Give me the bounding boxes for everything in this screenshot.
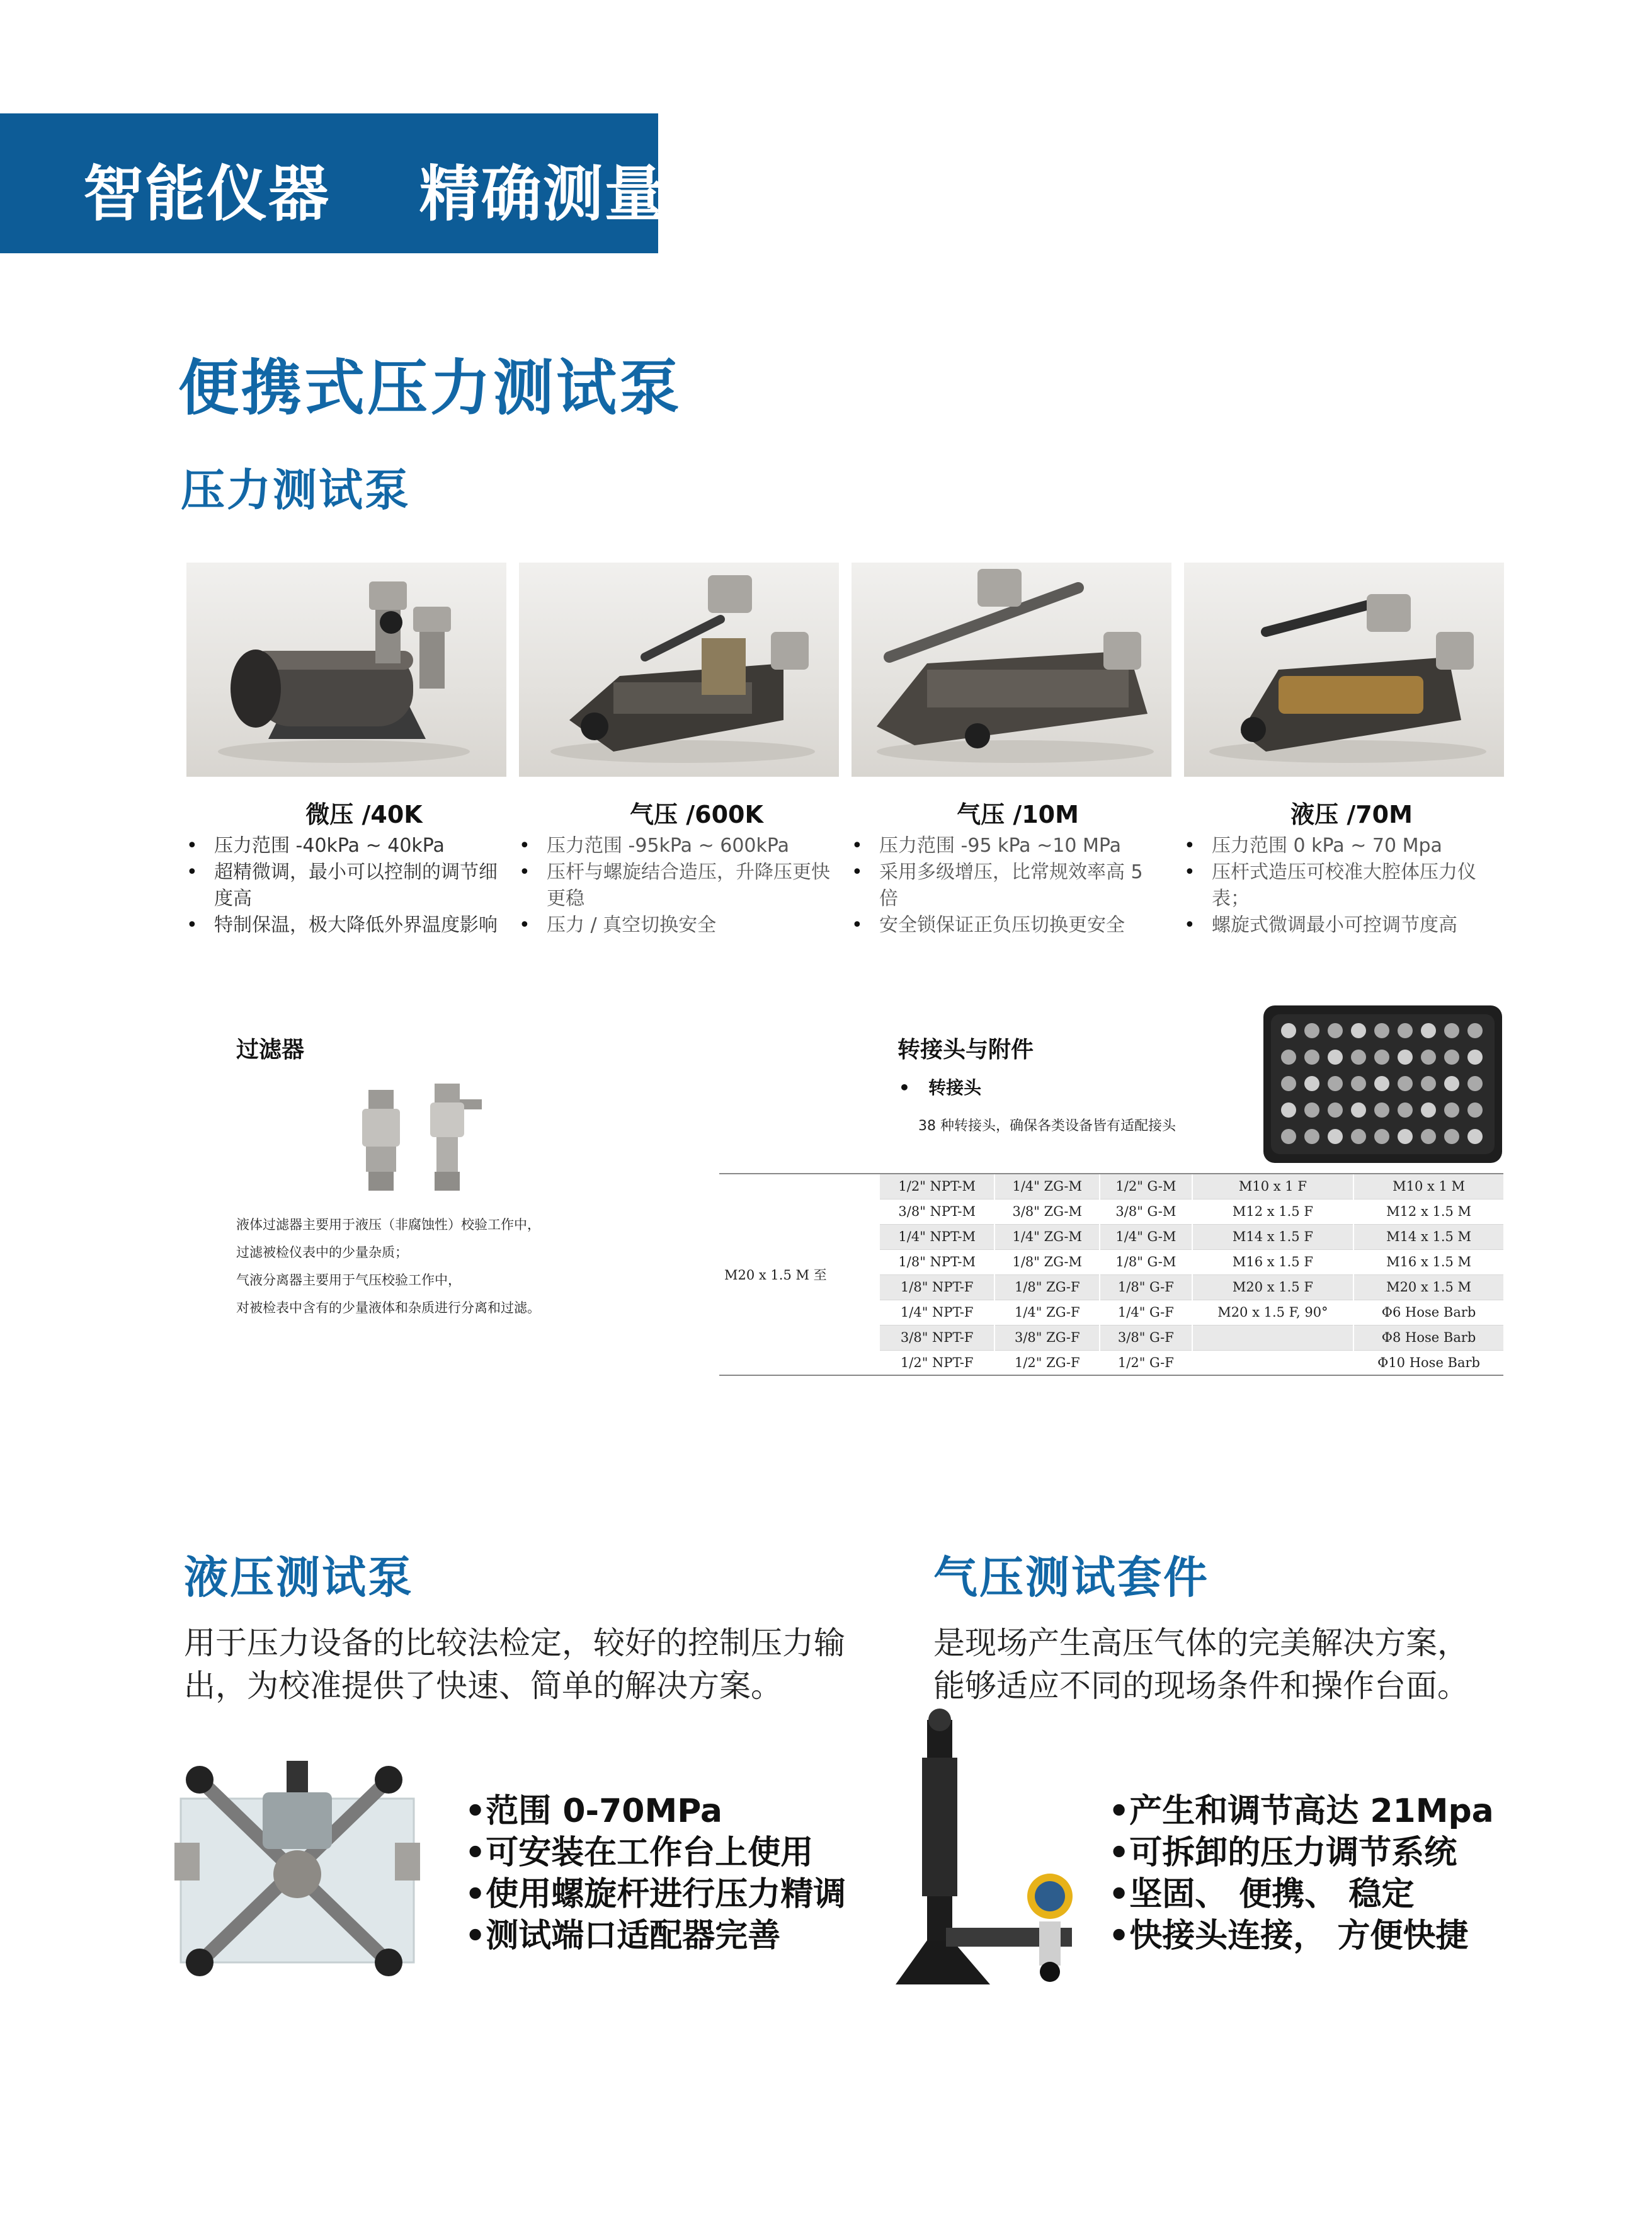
feature-item: • 压力范围 0 kPa ~ 70 Mpa (1184, 833, 1499, 859)
table-cell: Φ10 Hose Barb (1353, 1350, 1503, 1375)
table-cell: 3/8" ZG-F (994, 1325, 1100, 1350)
fitting-icon (1328, 1023, 1343, 1038)
feature-item: •坚固、 便携、 稳定 (1108, 1875, 1415, 1913)
table-cell: Φ6 Hose Barb (1353, 1300, 1503, 1325)
table-row (720, 1174, 1503, 1199)
fitting-icon (1281, 1129, 1296, 1144)
feature-item: • 压力范围 -95kPa ~ 600kPa (519, 833, 834, 859)
product-features-list (1184, 833, 1499, 939)
fitting-icon (1304, 1129, 1319, 1144)
fitting-icon (1281, 1076, 1296, 1091)
fitting-icon (1467, 1102, 1483, 1118)
table-cell: 1/2" G-M (1100, 1174, 1192, 1199)
feature-item: •产生和调节高达 21Mpa (1108, 1792, 1494, 1830)
feature-item: • 特制保温，极大降低外界温度影响 (186, 912, 501, 939)
feature-item: • 压力 / 真空切换安全 (519, 912, 834, 939)
table-cell: 3/8" G-M (1100, 1199, 1192, 1224)
fitting-icon (1444, 1129, 1459, 1144)
filter-description (236, 1211, 540, 1322)
banner-title: 智能仪器 精确测量 (83, 158, 666, 229)
feature-item: • 压杆式造压可校准大腔体压力仪表； (1184, 859, 1499, 912)
fitting-icon (1444, 1076, 1459, 1091)
filter-title: 过滤器 (236, 1037, 305, 1063)
filter-image (350, 1077, 494, 1194)
adapters-bullet: • 转接头 (899, 1077, 982, 1098)
table-cell: M20 x 1.5 F, 90° (1192, 1300, 1353, 1325)
paragraph-line: 能够适应不同的现场条件和操作台面。 (933, 1668, 1469, 1704)
table-cell: 1/8" ZG-F (994, 1274, 1100, 1300)
fitting-icon (1398, 1050, 1413, 1065)
product-photo-micro-pressure (186, 563, 506, 777)
table-cell: 1/4" NPT-M (879, 1224, 994, 1249)
table-cell: 1/4" ZG-M (994, 1174, 1100, 1199)
section-title-pneumatic: 气压测试套件 (933, 1552, 1209, 1603)
table-cell: M10 x 1 M (1353, 1174, 1503, 1199)
table-cell (1192, 1350, 1353, 1375)
feature-item: •使用螺旋杆进行压力精调 (465, 1875, 846, 1913)
fitting-icon (1328, 1076, 1343, 1091)
feature-item: •快接头连接， 方便快捷 (1108, 1917, 1469, 1955)
table-cell: 3/8" ZG-M (994, 1199, 1100, 1224)
table-cell: 3/8" G-F (1100, 1325, 1192, 1350)
fitting-icon (1281, 1023, 1296, 1038)
table-cell: 1/2" ZG-F (994, 1350, 1100, 1375)
table-cell: M16 x 1.5 M (1353, 1249, 1503, 1274)
fitting-icon (1304, 1050, 1319, 1065)
fitting-icon (1351, 1076, 1366, 1091)
page-title: 便携式压力测试泵 (178, 353, 682, 423)
product-title: 微压 /40K (305, 801, 423, 828)
table-cell: M10 x 1 F (1192, 1174, 1353, 1199)
feature-item: • 压力范围 -40kPa ~ 40kPa (186, 833, 501, 859)
paragraph-line: 出，为校准提供了快速、简单的解决方案。 (184, 1668, 782, 1704)
hydraulic-pump-image (174, 1755, 420, 1988)
feature-item: • 采用多级增压，比常规效率高 5 倍 (852, 859, 1166, 912)
product-features-list (186, 833, 501, 939)
fitting-icon (1421, 1076, 1436, 1091)
fitting-icon (1304, 1102, 1319, 1118)
product-title: 液压 /70M (1290, 801, 1413, 828)
fitting-icon (1351, 1050, 1366, 1065)
feature-item: • 压杆与螺旋结合造压，升降压更快更稳 (519, 859, 834, 912)
adapter-range-cell: M20 x 1.5 M 至 (720, 1174, 879, 1375)
table-cell: 1/8" G-F (1100, 1274, 1192, 1300)
product-features-list (519, 833, 834, 939)
fitting-icon (1374, 1023, 1389, 1038)
table-cell: 1/4" NPT-F (879, 1300, 994, 1325)
fitting-icon (1328, 1129, 1343, 1144)
fitting-icon (1374, 1129, 1389, 1144)
table-cell: Φ8 Hose Barb (1353, 1325, 1503, 1350)
pneumatic-kit-image (889, 1707, 1097, 1991)
feature-item: •可拆卸的压力调节系统 (1108, 1834, 1457, 1872)
fitting-icon (1398, 1076, 1413, 1091)
fitting-icon (1328, 1102, 1343, 1118)
feature-item: • 安全锁保证正负压切换更安全 (852, 912, 1166, 939)
fitting-icon (1328, 1050, 1343, 1065)
section-title-hydraulic: 液压测试泵 (184, 1552, 414, 1603)
feature-item: •测试端口适配器完善 (465, 1917, 781, 1955)
fitting-icon (1374, 1050, 1389, 1065)
feature-item: • 超精微调，最小可以控制的调节细度高 (186, 859, 501, 912)
paragraph-line: 是现场产生高压气体的完美解决方案， (933, 1625, 1469, 1661)
fitting-icon (1374, 1102, 1389, 1118)
fitting-icon (1467, 1050, 1483, 1065)
table-cell: M12 x 1.5 M (1353, 1199, 1503, 1224)
fitting-icon (1421, 1102, 1436, 1118)
product-photo-pneumatic-600k (519, 563, 839, 777)
table-cell: 1/4" ZG-M (994, 1224, 1100, 1249)
fitting-icon (1444, 1102, 1459, 1118)
fitting-icon (1467, 1023, 1483, 1038)
table-cell: 1/8" NPT-F (879, 1274, 994, 1300)
fitting-icon (1467, 1076, 1483, 1091)
product-title: 气压 /10M (957, 801, 1079, 828)
fitting-icon (1398, 1102, 1413, 1118)
fitting-icon (1351, 1129, 1366, 1144)
paragraph-line: 用于压力设备的比较法检定，较好的控制压力输 (184, 1625, 845, 1661)
table-cell: 1/4" G-M (1100, 1224, 1192, 1249)
fitting-icon (1304, 1023, 1319, 1038)
table-cell: M14 x 1.5 M (1353, 1224, 1503, 1249)
filter-line: 气液分离器主要用于气压校验工作中， (236, 1273, 461, 1288)
adapters-title: 转接头与附件 (897, 1037, 1034, 1063)
table-cell: M20 x 1.5 F (1192, 1274, 1353, 1300)
table-cell: 1/2" NPT-F (879, 1350, 994, 1375)
fitting-icon (1467, 1129, 1483, 1144)
feature-item: •范围 0-70MPa (465, 1792, 723, 1830)
hydraulic-features-list (465, 1790, 846, 1957)
feature-item: • 压力范围 -95 kPa ~10 MPa (852, 833, 1166, 859)
table-cell: 1/2" G-F (1100, 1350, 1192, 1375)
fitting-icon (1444, 1023, 1459, 1038)
table-cell: 1/8" NPT-M (879, 1249, 994, 1274)
fitting-icon (1398, 1023, 1413, 1038)
table-cell: 1/4" G-F (1100, 1300, 1192, 1325)
fitting-icon (1304, 1076, 1319, 1091)
fitting-icon (1444, 1050, 1459, 1065)
pneumatic-features-list (1108, 1790, 1494, 1957)
fitting-icon (1421, 1023, 1436, 1038)
table-cell: 1/2" NPT-M (879, 1174, 994, 1199)
table-cell: 3/8" NPT-M (879, 1199, 994, 1224)
filter-line: 液体过滤器主要用于液压（非腐蚀性）校验工作中， (236, 1217, 540, 1232)
header-banner (0, 113, 666, 253)
table-cell: M12 x 1.5 F (1192, 1199, 1353, 1224)
product-photo-hydraulic-70m (1184, 563, 1504, 777)
filter-line: 对被检表中含有的少量液体和杂质进行分离和过滤。 (236, 1300, 540, 1315)
adapter-table (719, 1173, 1503, 1376)
hydraulic-description (184, 1622, 845, 1707)
fitting-icon (1281, 1102, 1296, 1118)
adapter-case-image (1263, 1005, 1502, 1163)
product-title: 气压 /600K (630, 801, 763, 828)
fitting-icon (1421, 1129, 1436, 1144)
table-cell: 1/4" ZG-F (994, 1300, 1100, 1325)
table-cell: 1/8" G-M (1100, 1249, 1192, 1274)
fitting-icon (1351, 1102, 1366, 1118)
product-features-list (852, 833, 1166, 939)
fitting-icon (1281, 1050, 1296, 1065)
fitting-icon (1351, 1023, 1366, 1038)
pneumatic-description (933, 1622, 1469, 1707)
product-photo-pneumatic-10m (852, 563, 1171, 777)
feature-item: •可安装在工作台上使用 (465, 1834, 814, 1872)
fitting-icon (1374, 1076, 1389, 1091)
table-cell (1192, 1325, 1353, 1350)
filter-line: 过滤被检仪表中的少量杂质； (236, 1245, 408, 1260)
feature-item: • 螺旋式微调最小可控调节度高 (1184, 912, 1499, 939)
table-cell: 1/8" ZG-M (994, 1249, 1100, 1274)
section-title-pressure-pump: 压力测试泵 (181, 464, 411, 516)
adapters-description: 38 种转接头，确保各类设备皆有适配接头 (918, 1118, 1176, 1134)
adapters-bullet-label: 转接头 (928, 1077, 982, 1098)
fitting-icon (1421, 1050, 1436, 1065)
table-cell: M16 x 1.5 F (1192, 1249, 1353, 1274)
table-cell: M20 x 1.5 M (1353, 1274, 1503, 1300)
fitting-icon (1398, 1129, 1413, 1144)
table-cell: M14 x 1.5 F (1192, 1224, 1353, 1249)
table-cell: 3/8" NPT-F (879, 1325, 994, 1350)
